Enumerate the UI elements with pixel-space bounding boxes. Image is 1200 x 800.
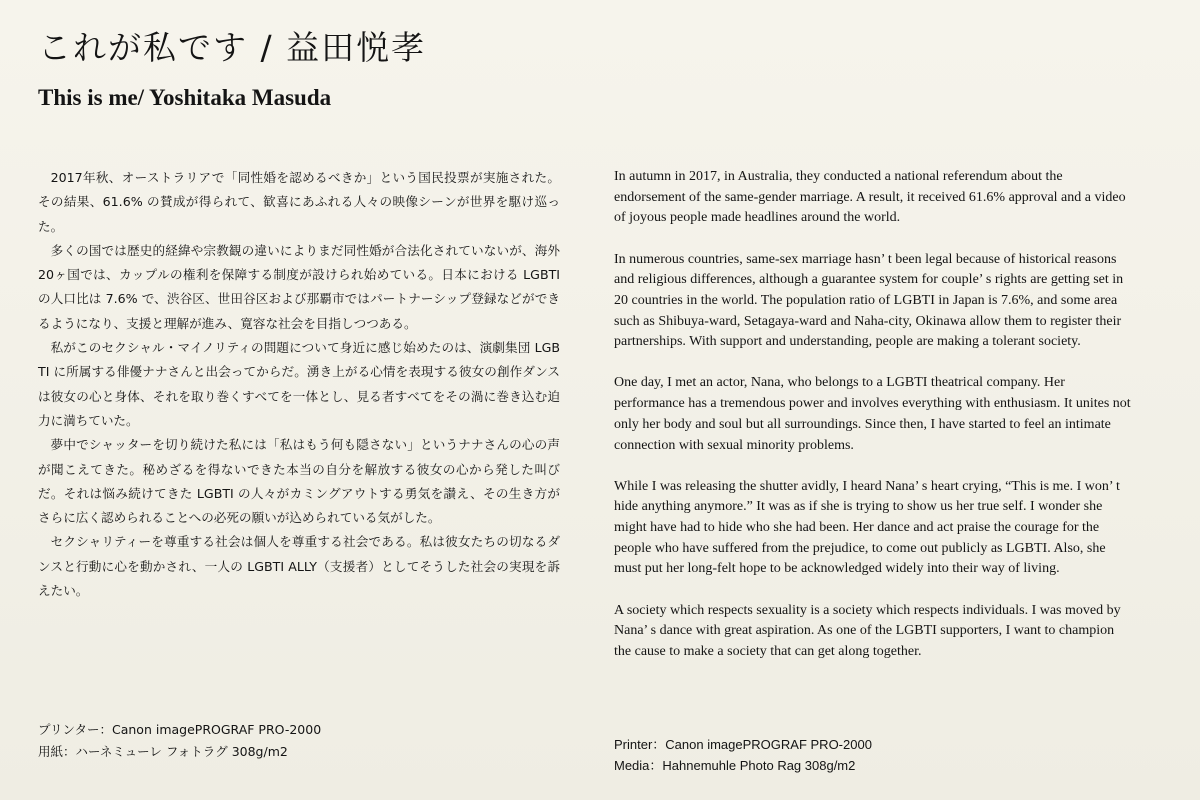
en-paragraph-1: In autumn in 2017, in Australia, they conducted a national referendum about the endorsement of the same-gender marriage. A result, it received 61.6% approval and a video of joyous people made headlines around the world.: [614, 169, 1126, 226]
jp-paragraph-5: セクシャリティーを尊重する社会は個人を尊重する社会である。私は彼女たちの切なるダンスと行動に心を動かされ、一人の LGBTI ALLY（支援者）としてそうした社会の実現を訴えたい。: [38, 534, 560, 599]
english-title: This is me/ Yoshitaka Masuda: [38, 85, 332, 110]
jp-paper-credit: 用紙：ハーネミューレ フォトラグ 308g/m2: [38, 744, 288, 759]
jp-paragraph-1: 2017年秋、オーストラリアで「同性婚を認めるべきか」という国民投票が実施された。その結果、61.6% の賛成が得られて、歓喜にあふれる人々の映像シーンが世界を駆け巡った。: [38, 170, 560, 234]
en-printer-credit: Printer：Canon imagePROGRAF PRO-2000: [614, 737, 872, 752]
en-paragraph-2: In numerous countries, same-sex marriage hasn’ t been legal because of historical reasons and religious differences, although a guarantee system for couple’ s rights are getting set in 20 countries in the world. The population ratio of LGBTI in Japan is 7.6%, and some area such as Shibuya-ward, Setagaya-ward and Naha-city, Okinawa allow them to register their partnerships. With support and understanding, people are making a tolerant society.: [614, 251, 1124, 350]
en-media-credit: Media：Hahnemuhle Photo Rag 308g/m2: [614, 758, 856, 773]
japanese-title: これが私です / 益田悦孝: [38, 28, 427, 67]
en-paragraph-3: One day, I met an actor, Nana, who belongs to a LGBTI theatrical company. Her performance has a tremendous power and involves everything with enthusiasm. It unites not only her body and soul but all surroundings. Since then, I have started to feel an intimate connection with sexual minority problems.: [614, 375, 1131, 453]
jp-paragraph-2: 多くの国では歴史的経緯や宗教観の違いによりまだ同性婚が合法化されていないが、海外 20ヶ国では、カップルの権利を保障する制度が設けられ始めている。日本における LGBTI の人口比は 7.6% で、渋谷区、世田谷区および那覇市ではパートナーシップ登録などができるようになり、支援と理解が進み、寛容な社会を目指しつつある。: [38, 242, 560, 331]
en-paragraph-5: A society which respects sexuality is a society which respects individuals. I was moved by Nana’ s dance with great aspiration. As one of the LGBTI supporters, I want to champion the cause to make a society that can get along together.: [614, 602, 1121, 659]
japanese-text-column: [38, 166, 560, 603]
english-credits: [614, 734, 872, 776]
jp-paragraph-4: 夢中でシャッターを切り続けた私には「私はもう何も隠さない」というナナさんの心の声が聞こえてきた。秘めざるを得ないできた本当の自分を解放する彼女の心から発した叫びだ。それは悩み続けてきた LGBTI の人々がカミングアウトする勇気を讃え、その生き方がさらに広く認められることへの必死の願いが込められている気がした。: [38, 437, 560, 526]
jp-paragraph-3: 私がこのセクシャル・マイノリティの問題について身近に感じ始めたのは、演劇集団 LGBTI に所属する俳優ナナさんと出会ってからだ。湧き上がる心情を表現する彼女の創作ダンスは彼女の心と身体、それを取り巻くすべてを一体とし、見る者すべてをその渦に巻き込む迫力に満ちていた。: [38, 340, 560, 428]
en-paragraph-4: While I was releasing the shutter avidly, I heard Nana’ s heart crying, “This is me. I won’ t hide anything anymore.” It was as if she is trying to show us her true self. I wonder she might have had to hide who she had been. Her dance and act praise the courage for the people who have suffered from the prejudice, to come out publicly as LGBTI. Also, she must put her long-felt hope to be acknowledged widely into their way of living.: [614, 478, 1120, 577]
japanese-credits: [38, 719, 321, 763]
english-text-column: [614, 167, 1134, 683]
jp-printer-credit: プリンター：Canon imagePROGRAF PRO-2000: [38, 722, 322, 737]
